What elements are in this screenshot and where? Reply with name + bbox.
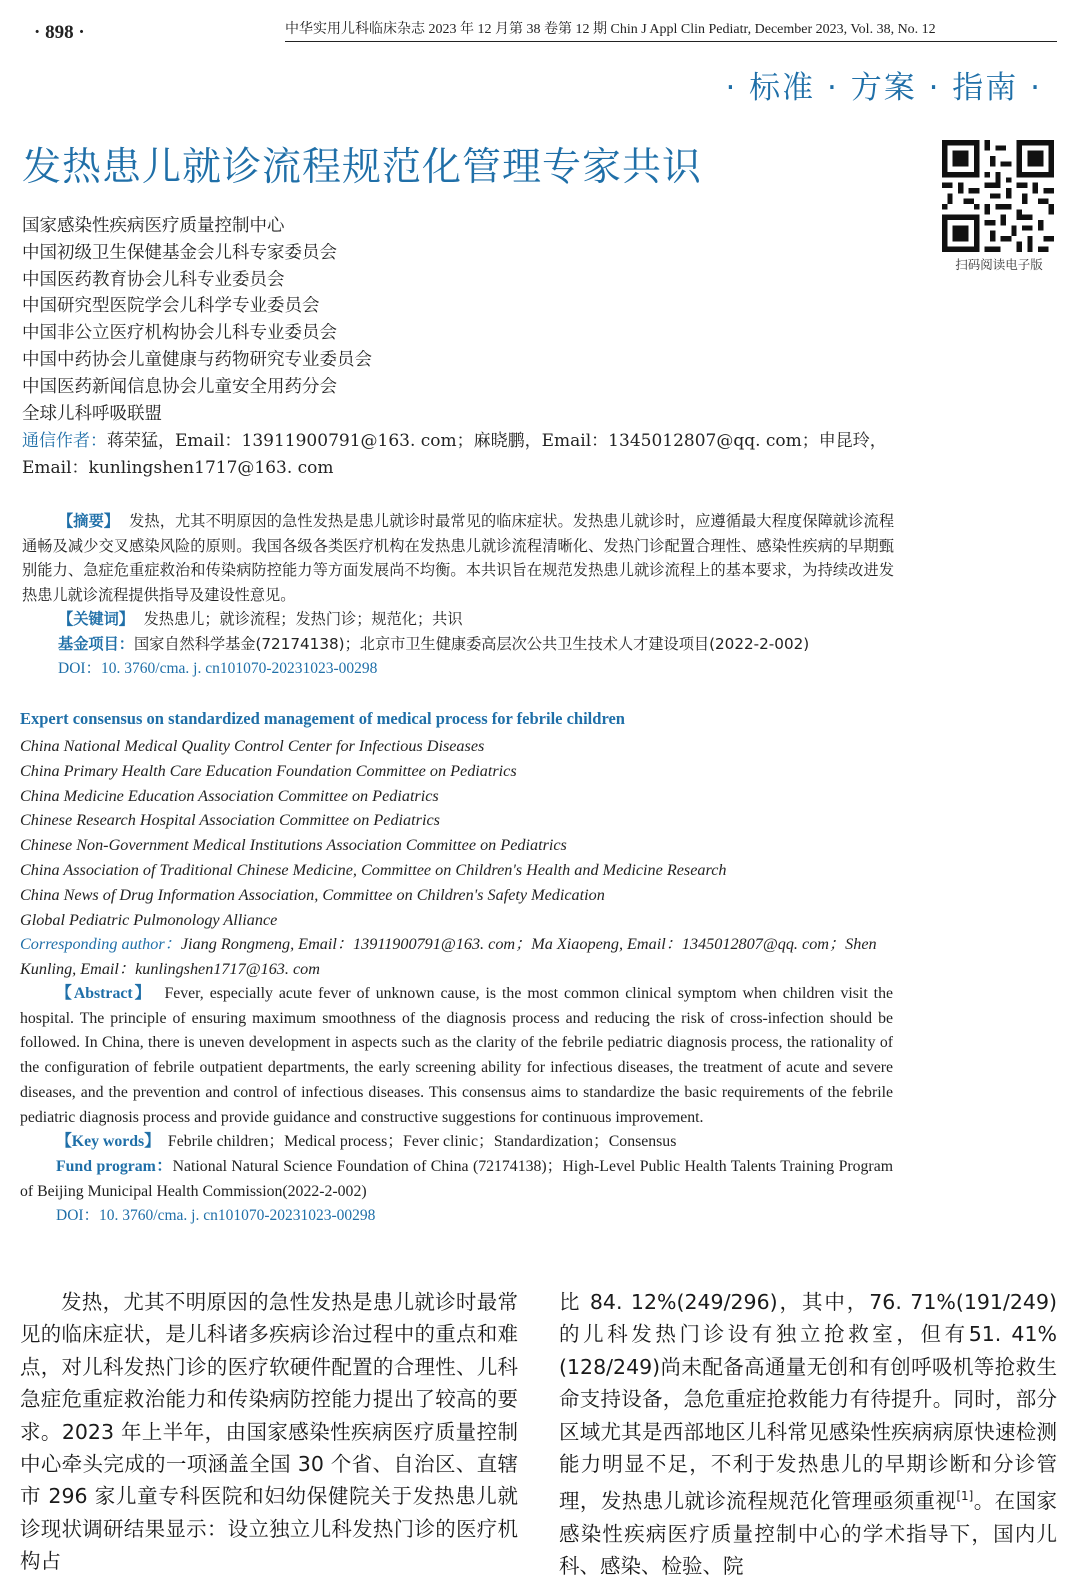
citation-reference[interactable]: [1] bbox=[956, 1489, 974, 1504]
qr-caption: 扫码阅读电子版 bbox=[955, 257, 1043, 272]
english-corresponding-label: Corresponding author： bbox=[20, 935, 181, 954]
corresponding-label: 通信作者： bbox=[22, 431, 107, 451]
corresponding-author bbox=[22, 428, 902, 482]
english-organization: China Association of Traditional Chinese Medicine, Committee on Children's Health and Medicine Research bbox=[20, 860, 727, 879]
organization: 国家感染性疾病医疗质量控制中心 bbox=[22, 216, 285, 236]
fund-label: 基金项目： bbox=[58, 634, 134, 653]
english-keywords bbox=[20, 1130, 893, 1155]
organization: 中国非公立医疗机构协会儿科专业委员会 bbox=[22, 323, 337, 344]
body-column-right bbox=[559, 1286, 1057, 1582]
chinese-abstract bbox=[22, 509, 894, 607]
english-abstract-label: 【Abstract】 bbox=[56, 985, 153, 1002]
chinese-keywords bbox=[22, 607, 894, 632]
english-title: Expert consensus on standardized management of medical process for febrile children bbox=[20, 709, 625, 728]
qr-code bbox=[942, 140, 1054, 252]
english-organization-list bbox=[20, 734, 893, 982]
section-label: · 标准 · 方案 · 指南 · bbox=[725, 70, 1042, 106]
english-doi-link[interactable]: DOI：10. 3760/cma. j. cn101070-20231023-00298 bbox=[56, 1207, 376, 1225]
english-organization: Chinese Non-Government Medical Institutions Association Committee on Pediatrics bbox=[20, 836, 567, 855]
english-corresponding-text: Jiang Rongmeng, Email：13911900791@163. com；Ma Xiaopeng, Email：1345012807@qq. com；Shen Kunling, Email：kunlingshen1717@163. com bbox=[20, 935, 877, 979]
doi-link[interactable]: DOI：10. 3760/cma. j. cn101070-20231023-00298 bbox=[58, 659, 378, 677]
fund-text: 国家自然科学基金(72174138)；北京市卫生健康委高层次公共卫生技术人才建设项目(2022-2-002) bbox=[133, 634, 810, 653]
english-fund-label: Fund program： bbox=[56, 1157, 173, 1175]
english-organization: China National Medical Quality Control Center for Infectious Diseases bbox=[20, 737, 485, 755]
chinese-abstract-block bbox=[22, 509, 894, 681]
organization: 中国初级卫生保健基金会儿科专家委员会 bbox=[22, 242, 337, 263]
english-abstract-text: Fever, especially acute fever of unknown cause, is the most common clinical symptom when children visit the hospital. The principle of ensuring maximum smoothness of the diagnosis process and reducing the risk of cross-infection should be followed. In China, there is uneven development in aspects such as the clarity of the febrile pediatric diagnosis process, the rationality of the configuration of febrile outpatient departments, the early screening ability for infectious diseases, the treatment of acute and severe diseases, and the prevention and control of infectious diseases. This consensus aims to standardize the basic requirements of the febrile pediatric diagnosis process and provide guidance and constructive suggestions for continuous improvement. bbox=[20, 985, 893, 1126]
keywords-label: 【关键词】 bbox=[58, 610, 134, 629]
english-keywords-label: 【Key words】 bbox=[56, 1133, 160, 1151]
organization: 中国医药教育协会儿科专业委员会 bbox=[22, 269, 285, 290]
article-title: 发热患儿就诊流程规范化管理专家共识 bbox=[22, 145, 703, 190]
chinese-fund bbox=[22, 632, 894, 657]
english-keywords-text: Febrile children；Medical process；Fever clinic；Standardization；Consensus bbox=[167, 1133, 677, 1151]
keywords-text: 发热患儿；就诊流程；发热门诊；规范化；共识 bbox=[143, 610, 463, 629]
english-abstract bbox=[20, 982, 893, 1130]
organization-list bbox=[22, 213, 372, 427]
page-number: · 898 · bbox=[34, 22, 85, 43]
abstract-label: 【摘要】 bbox=[58, 512, 120, 530]
english-organization: China News of Drug Information Association, Committee on Children's Safety Medication bbox=[20, 885, 605, 904]
english-organization: China Medicine Education Association Committee on Pediatrics bbox=[20, 786, 439, 805]
english-organization: Chinese Research Hospital Association Committee on Pediatrics bbox=[20, 811, 440, 830]
body-column-left: 发热，尤其不明原因的急性发热是患儿就诊时最常见的临床症状，是儿科诸多疾病诊治过程中的重点和难点，对儿科发热门诊的医疗软硬件配置的合理性、儿科急症危重症救治能力和传染病防控能力提出了较高的要求。2023 年上半年，由国家感染性疾病医疗质量控制中心牵头完成的一项涵盖全国 30 个省、自治区、直辖市 296 家儿童专科医院和妇幼保健院关于发热患儿就诊现状调研结果显示：设立独立儿科发热门诊的医疗机构占 bbox=[20, 1290, 518, 1574]
organization: 中国医药新闻信息协会儿童安全用药分会 bbox=[22, 376, 337, 397]
body-text: 比 84. 12%(249/296)，其中，76. 71%(191/249)的儿科发热门诊设有独立抢救室，但有51. 41%(128/249)尚未配备高通量无创和有创呼吸机等抢救生命支持设备，急危重症抢救能力有待提升。同时，部分区域尤其是西部地区儿科常见感染性疾病病原快速检测能力明显不足，不利于发热患儿的早期诊断和分诊管理，发热患儿就诊流程规范化管理亟须重视 bbox=[559, 1290, 1057, 1514]
english-fund-text: National Natural Science Foundation of China (72174138)；High-Level Public Health Talents Training Program of Beijing Municipal Health Commission(2022-2-002) bbox=[20, 1157, 893, 1200]
organization: 中国研究型医院学会儿科学专业委员会 bbox=[22, 296, 320, 317]
organization: 中国中药协会儿童健康与药物研究专业委员会 bbox=[22, 349, 372, 370]
english-organization: Global Pediatric Pulmonology Alliance bbox=[20, 910, 278, 929]
english-organization: China Primary Health Care Education Foundation Committee on Pediatrics bbox=[20, 761, 517, 780]
english-corresponding-author bbox=[20, 932, 893, 982]
english-fund bbox=[20, 1155, 893, 1204]
body-text-continued: 。在国家感染性疾病医疗质量控制中心的学术指导下，国内儿科、感染、检验、院 bbox=[559, 1489, 1058, 1579]
abstract-text: 发热，尤其不明原因的急性发热是患儿就诊时最常见的临床症状。发热患儿就诊时，应遵循最大程度保障就诊流程通畅及减少交叉感染风险的原则。我国各级各类医疗机构在发热患儿就诊流程清晰化、发热门诊配置合理性、感染性疾病的早期甄别能力、急症危重症救治和传染病防控能力等方面发展尚不均衡。本共识旨在规范发热患儿就诊流程上的基本要求，为持续改进发热患儿就诊流程提供指导及建设性意见。 bbox=[22, 512, 895, 604]
organization: 全球儿科呼吸联盟 bbox=[22, 403, 162, 424]
english-abstract-block bbox=[20, 982, 893, 1229]
running-header: 中华实用儿科临床杂志 2023 年 12 月第 38 卷第 12 期 Chin J Appl Clin Pediatr, December 2023, Vol. 38, No. 12 bbox=[285, 18, 1057, 42]
corresponding-text: 蒋荣猛，Email：13911900791@163. com；麻晓鹏，Email：1345012807@qq. com；申昆玲，Email：kunlingshen1717@163. com bbox=[22, 431, 887, 478]
